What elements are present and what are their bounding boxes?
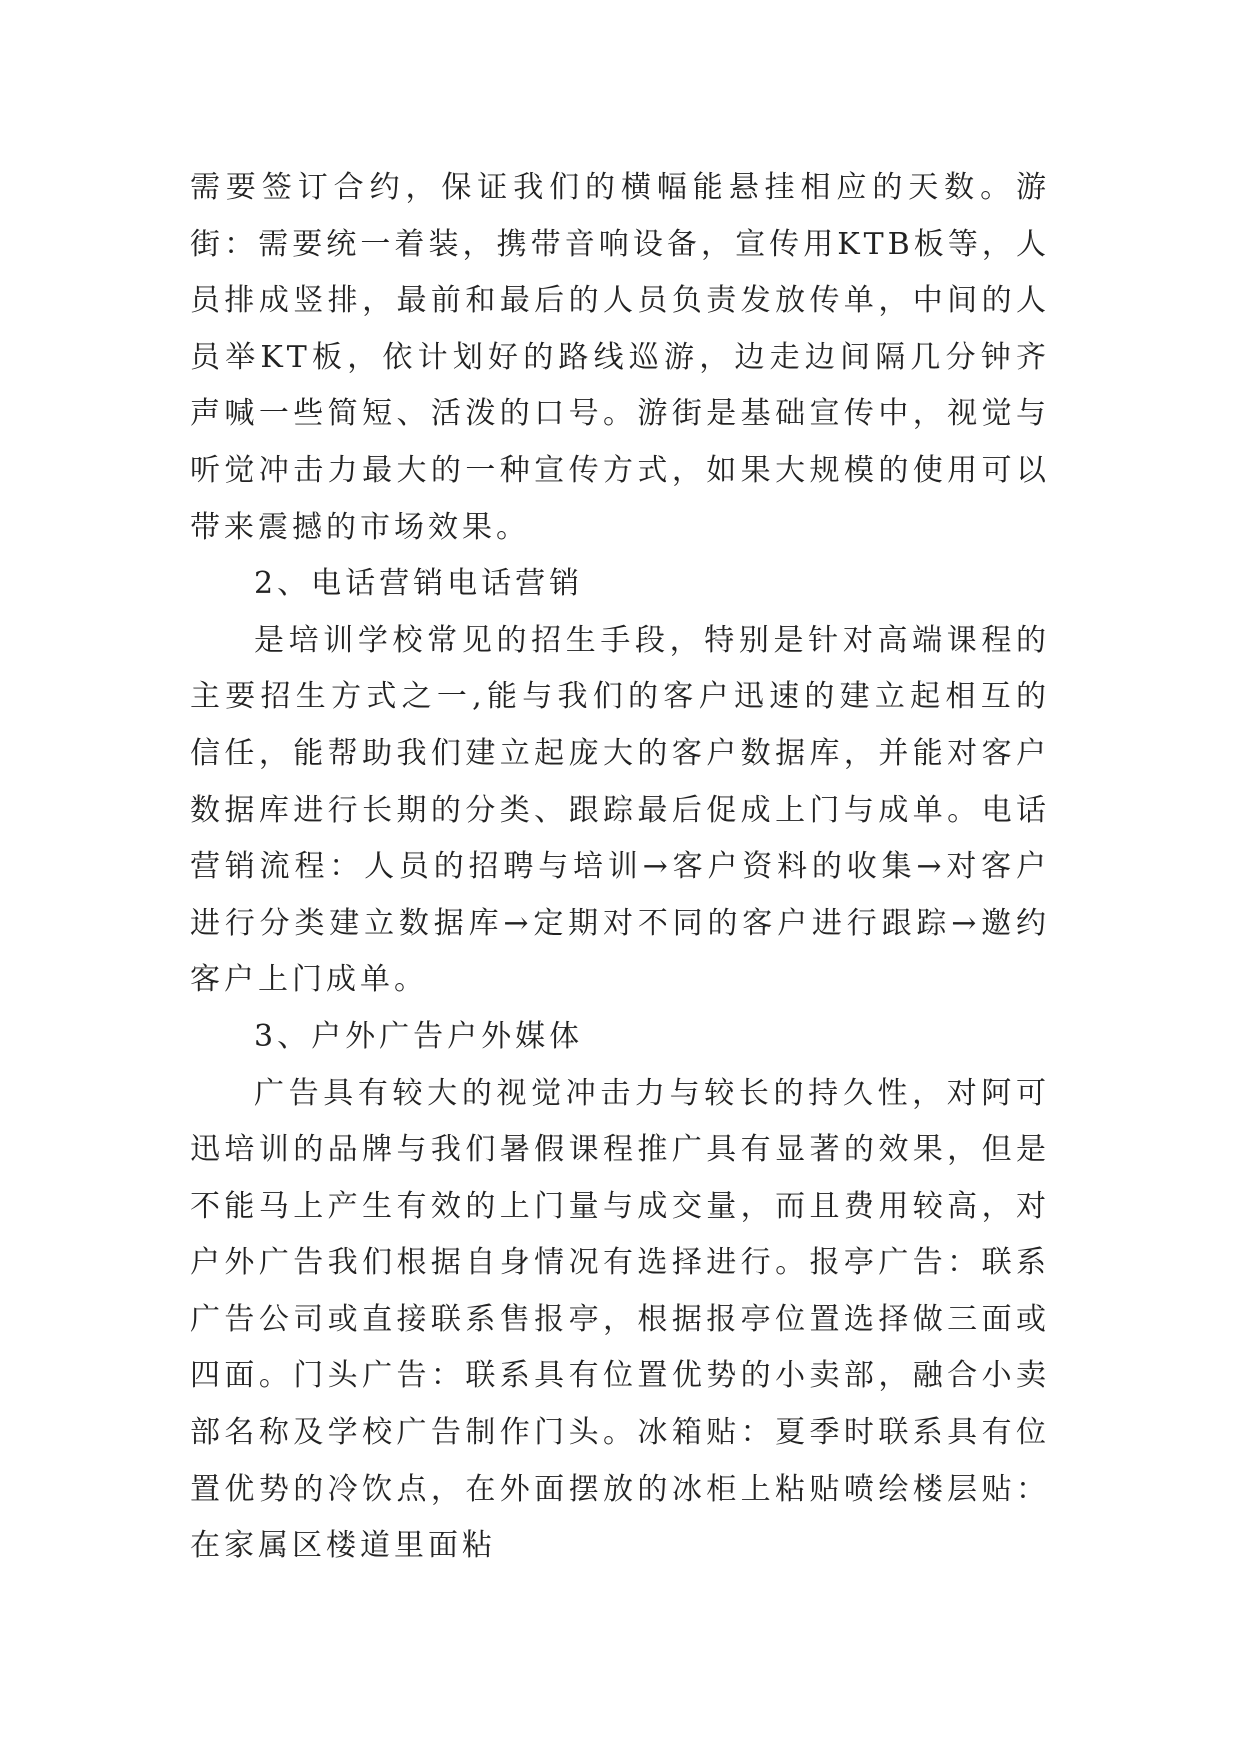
section-heading-telemarketing: 2、电话营销电话营销 [254,566,584,602]
document-body [190,160,1050,1575]
paragraph-parade-promotion: 需要签订合约，保证我们的横幅能悬挂相应的天数。游街：需要统一着装，携带音响设备，宣传用KTB板等，人员排成竖排，最前和最后的人员负责发放传单，中间的人员举KT板，依计划好的路线巡游，边走边间隔几分钟齐声喊一些简短、活泼的口号。游街是基础宣传中，视觉与听觉冲击力最大的一种宣传方式，如果大规模的使用可以带来震撼的市场效果。 [190,170,1050,545]
paragraph-outdoor-ads: 广告具有较大的视觉冲击力与较长的持久性，对阿可迅培训的品牌与我们暑假课程推广具有显著的效果，但是不能马上产生有效的上门量与成交量，而且费用较高，对户外广告我们根据自身情况有选择进行。报亭广告：联系广告公司或直接联系售报亭，根据报亭位置选择做三面或四面。门头广告：联系具有位置优势的小卖部，融合小卖部名称及学校广告制作门头。冰箱贴：夏季时联系具有位置优势的冷饮点，在外面摆放的冰柜上粘贴喷绘楼层贴：在家属区楼道里面粘 [190,1075,1050,1564]
section-heading-outdoor-ads: 3、户外广告户外媒体 [254,1018,584,1054]
paragraph-telemarketing: 是培训学校常见的招生手段，特别是针对高端课程的主要招生方式之一,能与我们的客户迅速的建立起相互的信任，能帮助我们建立起庞大的客户数据库，并能对客户数据库进行长期的分类、跟踪最后促成上门与成单。电话营销流程：人员的招聘与培训→客户资料的收集→对客户进行分类建立数据库→定期对不同的客户进行跟踪→邀约客户上门成单。 [190,622,1050,998]
